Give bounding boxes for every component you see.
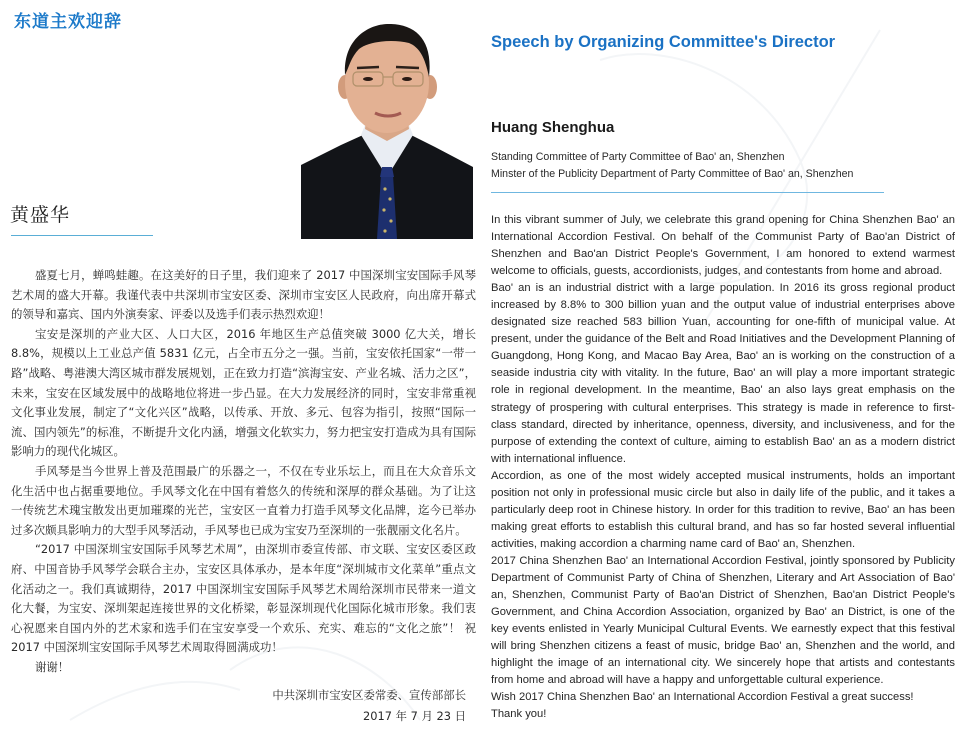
english-speech-body	[491, 212, 955, 723]
english-paragraph: Accordion, as one of the most widely accepted musical instruments, holds an important position not only in professional music circle but also in daily life of the public, and it takes a particularly deep root in Chinese history. In order for this tradition to revive, Bao' an has been making great efforts to establish this cultural brand, and has so far hosted several influential activities, making accordion a charming name card of Bao' an, Shenzhen.	[491, 469, 955, 550]
speaker-portrait-photo	[301, 17, 473, 239]
english-paragraph-wish: Wish 2017 China Shenzhen Bao' an International Accordion Festival a great success!	[491, 691, 914, 704]
portrait-photo-icon	[301, 17, 473, 239]
chinese-speaker-name: 黄盛华	[10, 204, 71, 226]
speaker-role: Standing Committee of Party Committee of Bao' an, Shenzhen	[491, 151, 785, 163]
english-paragraph: 2017 China Shenzhen Bao' an International Accordion Festival, jointly sponsored by Publicity Department of Communist Party of China of Shenzhen, Literary and Art Association of Bao' an, Shenzhen, Communist Party of Bao'an District of Shenzhen, Bao'an District People's Government, and China Accordion Association, organized by Bao' an District, is one of the key events enlisted in Yearly Municipal Cultural Events. We earnestly expect that this festival will bring Shenzhen citizens a feast of music, bridge Bao' an, Shenzhen and the world, and highlight the image of an international city. We sincerely hope that artists and contestants from home and abroad will have a happy and unforgettable cultural experience.	[491, 554, 955, 687]
chinese-paragraph: “2017 中国深圳宝安国际手风琴艺术周”，由深圳市委宣传部、市文联、宝安区委区政府、中国音协手风琴学会联合主办，宝安区具体承办，是本年度“深圳城市文化菜单”重点文化活动之一。我们真诚期待，2017 中国深圳宝安国际手风琴艺术周给深圳市民带来一道文化大餐，为宝安、深圳架起连接世界的文化桥梁，彰显深圳现代化国际化城市形象。我们衷心祝愿来自国内外的艺术家和选手们在宝安享受一个欢乐、充实、难忘的“文化之旅”！ 祝 2017 中国深圳宝安国际手风琴艺术周取得圆满成功！	[11, 542, 476, 655]
english-paragraph: Bao' an is an industrial district with a large population. In 2016 its gross regional product increased by 8.8% to 300 billion yuan and the output value of industrial enterprises above designated size reached 583 billion Yuan, accounting for one-fifth of municipal value. At present, under the guidance of the Belt and Road Initiatives and the Development Planning of Guangdong, Hong Kong, and Macao Bay Area, Bao' an is working on the construction of a seaside industria city with vitality. In the future, Bao' an will play a more important strategic role in regional development. In the meantime, Bao' an also lays great emphasis on the strategy of prospering with cultural enterprises. This strategy is made in reference to first-class standard, directed by inheritance, openness, diversity, and inclusiveness, and for the purpose of extending the context of culture, aiming to establish Bao' an as a modern district with international influence.	[491, 282, 955, 465]
chinese-speech-body	[11, 266, 476, 677]
english-section-title: Speech by Organizing Committee's Director	[491, 33, 836, 51]
signature-title: 中共深圳市宝安区委常委、宣传部部长	[272, 688, 466, 702]
english-speaker-name: Huang Shenghua	[491, 119, 615, 136]
english-paragraph-thanks: Thank you!	[491, 708, 547, 721]
chinese-signature	[272, 685, 466, 727]
signature-date: 2017 年 7 月 23 日	[362, 709, 466, 723]
speaker-role: Minster of the Publicity Department of Party Committee of Bao' an, Shenzhen	[491, 168, 854, 180]
chinese-paragraph: 宝安是深圳的产业大区、人口大区，2016 年地区生产总值突破 3000 亿大关，增长 8.8%，规模以上工业总产值 5831 亿元，占全市五分之一强。当前，宝安依托国家“一带一路”战略、粤港澳大湾区城市群发展规划，正在致力打造“滨海宝安、产业名城、活力之区”，未来，宝安在区域发展中的战略地位将进一步凸显。在大力发展经济的同时，宝安非常重视文化事业发展，制定了“文化兴区”战略，以传承、开放、多元、包容为指引，按照“国际一流、国内领先”的标准，不断提升文化内涵，增强文化软实力，努力把宝安打造成为具有国际影响力的现代化城区。	[11, 326, 476, 459]
chinese-section-title: 东道主欢迎辞	[14, 12, 122, 32]
chinese-paragraph-thanks: 谢谢！	[34, 659, 70, 674]
chinese-paragraph: 手风琴是当今世界上普及范围最广的乐器之一，不仅在专业乐坛上，而且在大众音乐文化生活中也占据重要地位。手风琴文化在中国有着悠久的传统和深厚的群众基础。为了让这一传统艺术瑰宝散发出更加璀璨的光芒，宝安区一直着力打造手风琴文化品牌，迄今已举办过多次颇具影响力的大型手风琴活动，手风琴也已成为宝安乃至深圳的一张靓丽文化名片。	[11, 463, 476, 537]
chinese-name-divider	[11, 235, 153, 236]
english-speaker-roles	[491, 149, 853, 183]
chinese-paragraph: 盛夏七月，蝉鸣蛙趣。在这美好的日子里，我们迎来了 2017 中国深圳宝安国际手风琴艺术周的盛大开幕。我谨代表中共深圳市宝安区委、深圳市宝安区人民政府，向出席开幕式的领导和嘉宾、国内外演奏家、评委以及选手们表示热烈欢迎！	[11, 268, 476, 322]
english-paragraph: In this vibrant summer of July, we celebrate this grand opening for China Shenzhen Bao' an International Accordion Festival. On behalf of the Communist Party of Bao'an District of Shenzhen and Bao'an District People's Government, I am honored to extend warmest welcome to officials, guests, accordionists, judges, and contestants from home and abroad.	[491, 214, 955, 278]
english-name-divider	[491, 192, 884, 193]
